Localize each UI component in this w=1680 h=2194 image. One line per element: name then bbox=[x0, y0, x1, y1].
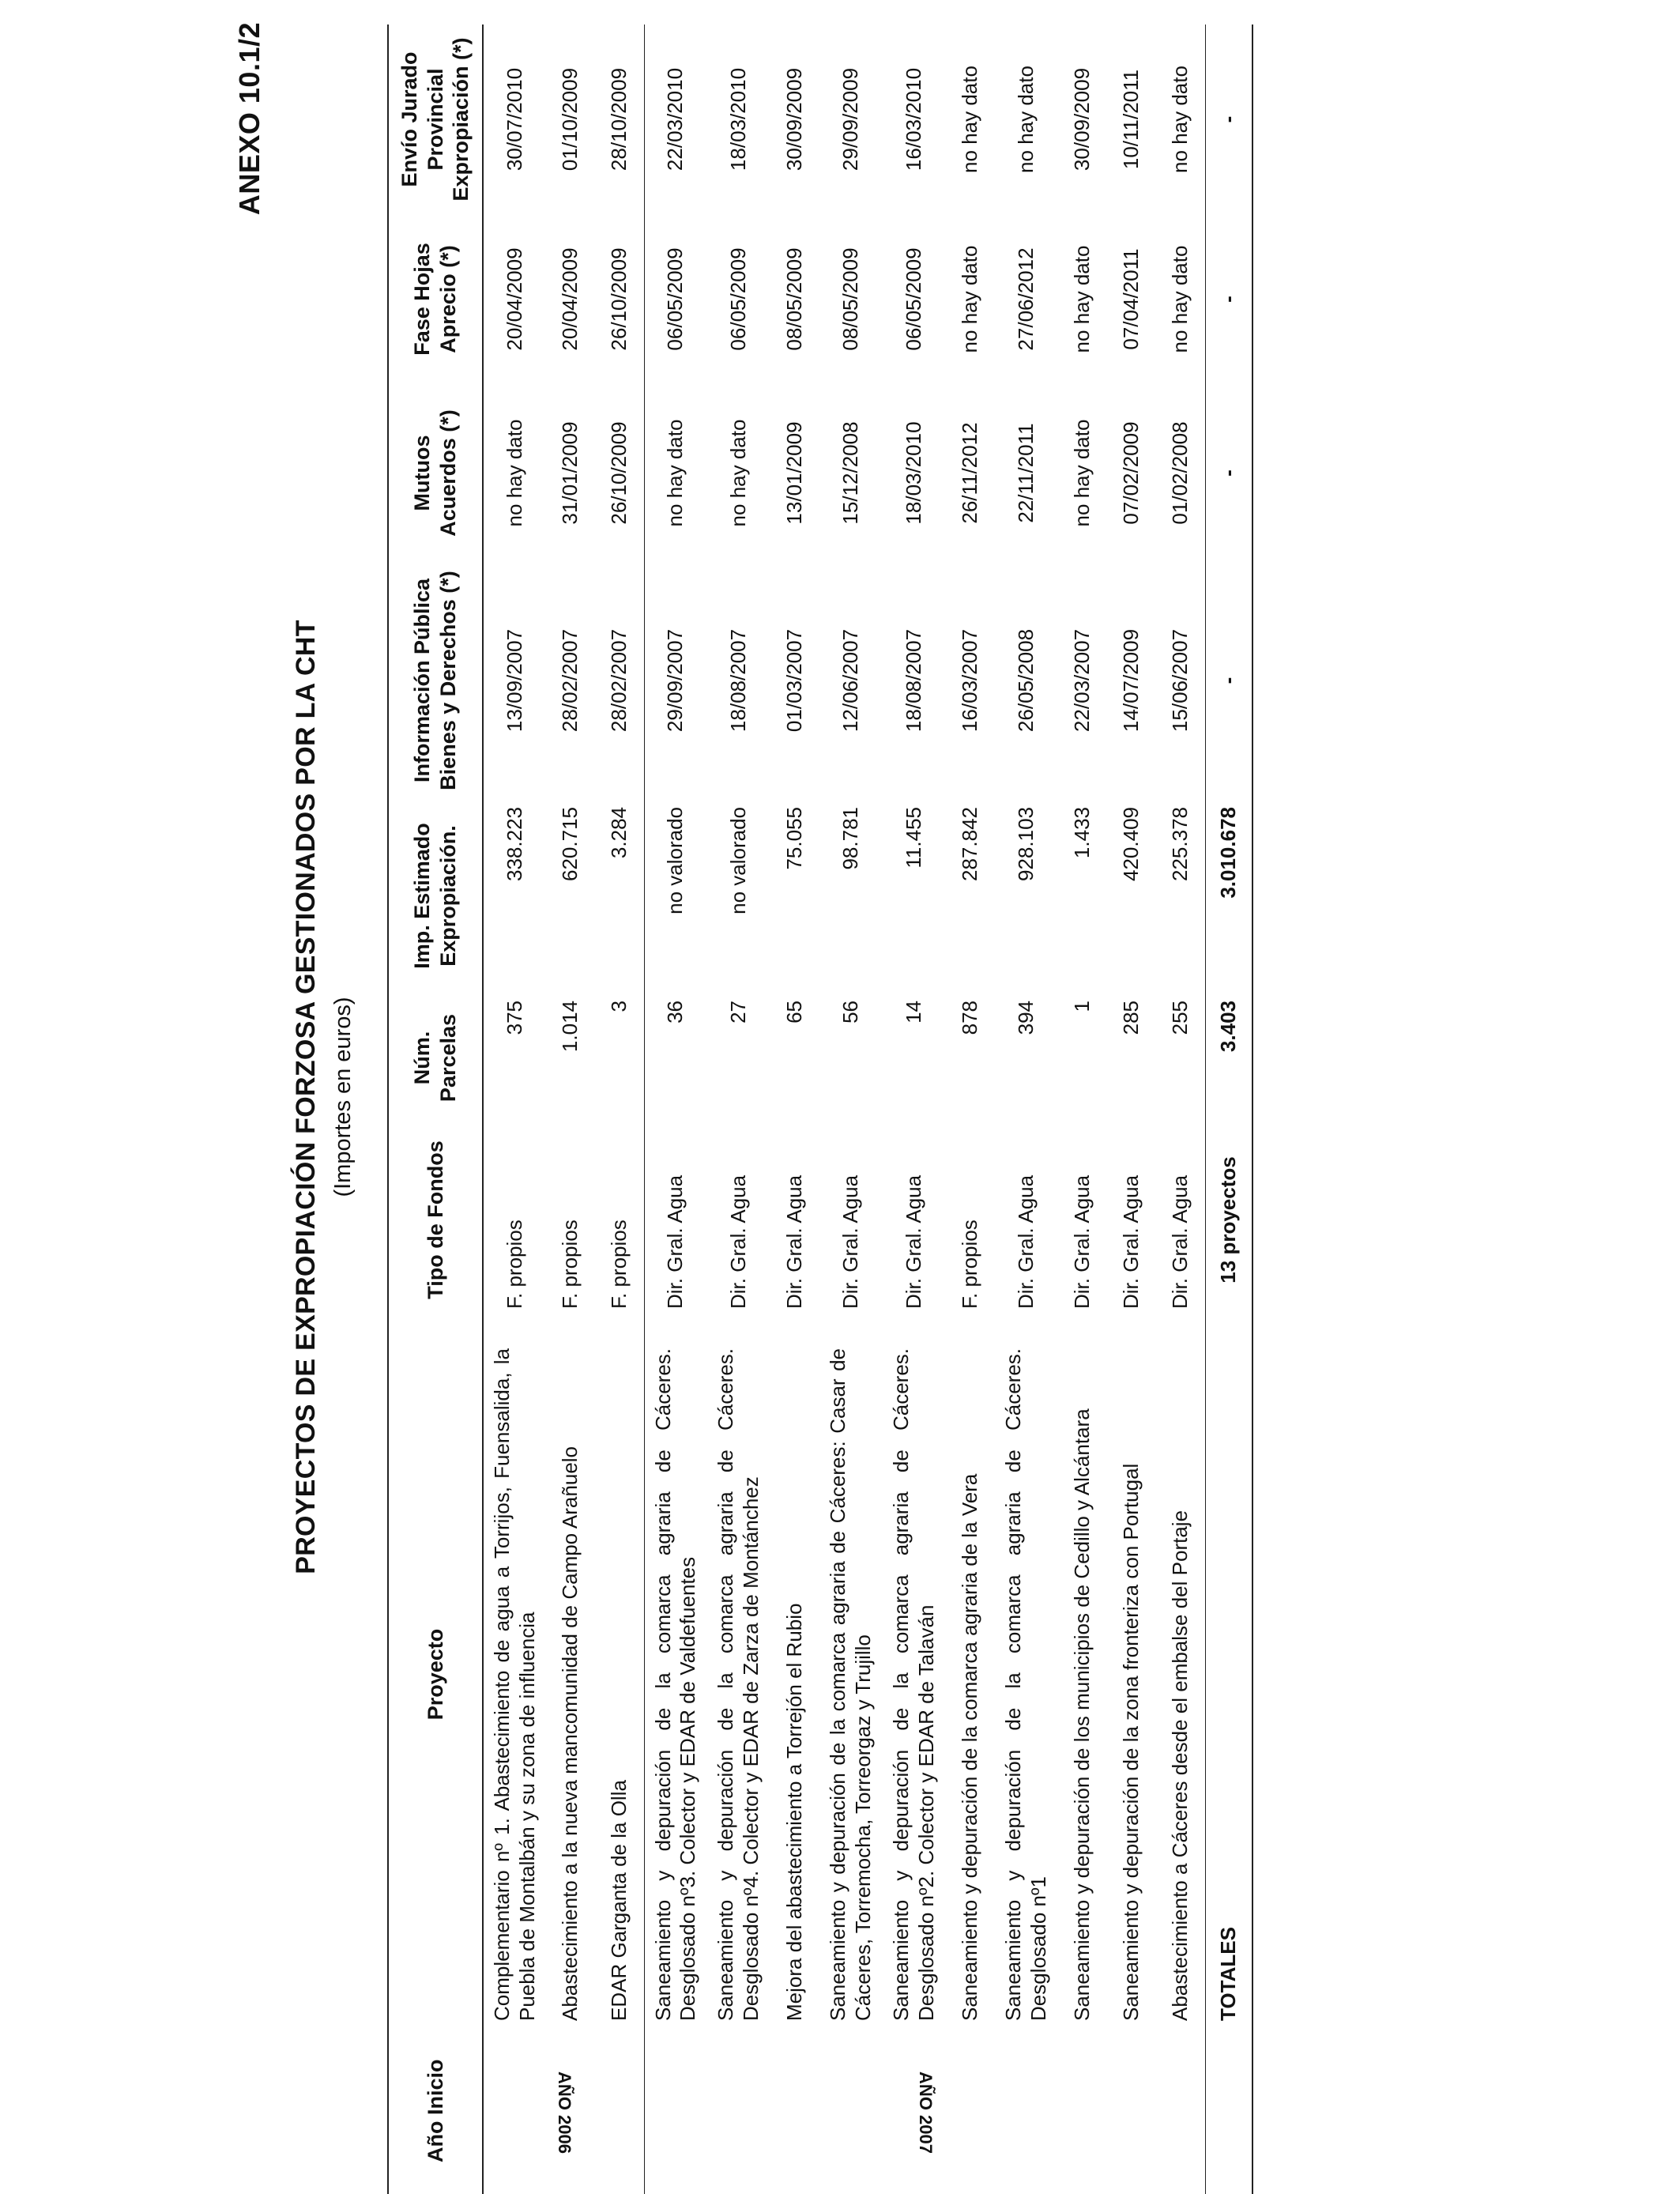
cell-public-info: 18/08/2007 bbox=[902, 628, 926, 733]
header-jury: Envío Jurado Provincial Expropiación (*) bbox=[388, 25, 483, 214]
cell-appraisal: 08/05/2009 bbox=[782, 247, 807, 351]
page-title: PROYECTOS DE EXPROPIACIÓN FORZOSA GESTIONADOS POR LA CHT bbox=[291, 620, 321, 1574]
totals-jury: - bbox=[1205, 25, 1252, 214]
cell-appraisal: 20/04/2009 bbox=[558, 247, 582, 351]
cell-plots: 255 bbox=[1156, 993, 1205, 1123]
cell-amount: no valorado bbox=[726, 807, 751, 914]
cell-funds: F. propios bbox=[502, 1220, 526, 1309]
table-row bbox=[595, 25, 644, 2194]
cell-jury: no hay dato bbox=[958, 66, 982, 173]
cell-amount: 420.409 bbox=[1119, 807, 1143, 881]
cell-amount: 225.378 bbox=[1156, 799, 1205, 993]
cell-appraisal: 06/05/2009 bbox=[726, 247, 751, 351]
cell-plots: 36 bbox=[663, 1001, 687, 1023]
table-row bbox=[707, 25, 770, 2194]
cell-public-info: 14/07/2009 bbox=[1119, 628, 1143, 733]
cell-project: Complementario nº 1. Abastecimiento de agua a Torrijos, Fuensalida, la Puebla de Montalbán y su zona de influencia bbox=[489, 1348, 539, 2021]
table-row bbox=[946, 25, 995, 2194]
cell-public-info: 29/09/2007 bbox=[663, 628, 687, 733]
cell-project: Saneamiento y depuración de la comarca agraria de Cáceres. Desglosado nº1 bbox=[1001, 1348, 1050, 2021]
totals-row bbox=[1205, 25, 1252, 2194]
cell-funds: Dir. Gral. Agua bbox=[1070, 1174, 1094, 1309]
cell-appraisal: 07/04/2011 bbox=[1119, 248, 1143, 350]
table-row bbox=[819, 25, 883, 2194]
cell-agreements: 15/12/2008 bbox=[838, 421, 863, 525]
cell-agreements: no hay dato bbox=[726, 419, 751, 527]
cell-funds: Dir. Gral. Agua bbox=[663, 1174, 687, 1309]
cell-agreements: no hay dato bbox=[663, 419, 687, 527]
cell-plots: 1 bbox=[1070, 1001, 1094, 1012]
cell-project: Saneamiento y depuración de la comarca agraria de Cáceres. Desglosado nº4. Colector y EDAR de Zarza de Montánchez bbox=[714, 1348, 763, 2021]
cell-jury: no hay dato bbox=[1156, 25, 1205, 214]
cell-funds: Dir. Gral. Agua bbox=[1014, 1174, 1038, 1309]
table-row bbox=[546, 25, 595, 2194]
cell-funds: Dir. Gral. Agua bbox=[1156, 1123, 1205, 1317]
cell-agreements: 26/11/2012 bbox=[958, 422, 982, 524]
cell-project: Saneamiento y depuración de los municipios de Cedillo y Alcántara bbox=[1070, 1408, 1094, 2021]
totals-public-info: - bbox=[1205, 562, 1252, 799]
cell-public-info: 28/02/2007 bbox=[558, 628, 582, 733]
cell-public-info: 15/06/2007 bbox=[1156, 562, 1205, 799]
cell-agreements: 22/11/2011 bbox=[1014, 423, 1038, 523]
header-public-info: Información Pública Bienes y Derechos (*) bbox=[388, 562, 483, 799]
cell-jury: no hay dato bbox=[1014, 66, 1038, 173]
cell-jury: 30/07/2010 bbox=[502, 67, 526, 172]
cell-jury: 10/11/2011 bbox=[1119, 69, 1143, 170]
cell-plots: 27 bbox=[726, 1001, 751, 1023]
cell-agreements: 01/02/2008 bbox=[1156, 384, 1205, 562]
cell-appraisal: 08/05/2009 bbox=[838, 247, 863, 351]
year-group-2007: AÑO 2007 bbox=[644, 2032, 1205, 2194]
cell-agreements: no hay dato bbox=[1070, 419, 1094, 527]
cell-amount: 11.455 bbox=[902, 807, 926, 869]
header-amount: Imp. Estimado Expropiación. bbox=[388, 799, 483, 993]
cell-agreements: no hay dato bbox=[502, 419, 526, 527]
cell-jury: 29/09/2009 bbox=[838, 67, 863, 172]
cell-public-info: 26/05/2008 bbox=[1014, 628, 1038, 733]
totals-amount: 3.010.678 bbox=[1205, 799, 1252, 993]
cell-appraisal: 27/06/2012 bbox=[1014, 247, 1038, 351]
table-row bbox=[883, 25, 946, 2194]
cell-public-info: 16/03/2007 bbox=[958, 628, 982, 733]
cell-project: Abastecimiento a la nueva mancomunidad de Campo Arañuelo bbox=[558, 1446, 582, 2021]
cell-funds: F. propios bbox=[595, 1123, 644, 1317]
cell-appraisal: no hay dato bbox=[1070, 245, 1094, 353]
header-funds: Tipo de Fondos bbox=[388, 1123, 483, 1317]
cell-public-info: 12/06/2007 bbox=[838, 628, 863, 733]
cell-amount: 3.284 bbox=[595, 799, 644, 993]
cell-project: Saneamiento y depuración de la comarca agraria de Cáceres: Casar de Cáceres, Torremocha, Torreorgaz y Trujillo bbox=[826, 1348, 875, 2021]
cell-agreements: 13/01/2009 bbox=[782, 421, 807, 525]
cell-plots: 65 bbox=[782, 1001, 807, 1023]
header-project: Proyecto bbox=[388, 1317, 483, 2032]
page-subtitle: (Importes en euros) bbox=[330, 997, 356, 1197]
table-row bbox=[770, 25, 819, 2194]
table-row bbox=[1058, 25, 1107, 2194]
cell-public-info: 22/03/2007 bbox=[1070, 628, 1094, 733]
cell-agreements: 31/01/2009 bbox=[558, 421, 582, 525]
cell-project: Saneamiento y depuración de la comarca agraria de Cáceres. Desglosado nº2. Colector y EDAR de Talaván bbox=[889, 1348, 938, 2021]
cell-jury: 22/03/2010 bbox=[663, 67, 687, 172]
cell-appraisal: no hay dato bbox=[958, 245, 982, 353]
cell-amount: 287.842 bbox=[958, 807, 982, 881]
header-row bbox=[388, 25, 483, 2194]
cell-amount: no valorado bbox=[663, 807, 687, 914]
cell-project: Abastecimiento a Cáceres desde el embalse del Portaje bbox=[1156, 1317, 1205, 2032]
totals-plots: 3.403 bbox=[1205, 993, 1252, 1123]
cell-jury: 01/10/2009 bbox=[558, 67, 582, 172]
cell-public-info: 01/03/2007 bbox=[782, 628, 807, 733]
header-appraisal: Fase Hojas Aprecio (*) bbox=[388, 214, 483, 384]
header-plots: Núm. Parcelas bbox=[388, 993, 483, 1123]
cell-project: Mejora del abastecimiento a Torrejón el Rubio bbox=[782, 1603, 807, 2021]
cell-public-info: 28/02/2007 bbox=[595, 562, 644, 799]
cell-appraisal: 06/05/2009 bbox=[663, 247, 687, 351]
cell-amount: 928.103 bbox=[1014, 807, 1038, 881]
cell-jury: 30/09/2009 bbox=[782, 67, 807, 172]
cell-jury: 16/03/2010 bbox=[902, 67, 926, 172]
cell-project: Saneamiento y depuración de la zona fronteriza con Portugal bbox=[1119, 1463, 1143, 2021]
cell-agreements: 26/10/2009 bbox=[595, 384, 644, 562]
cell-plots: 3 bbox=[595, 993, 644, 1123]
cell-agreements: 18/03/2010 bbox=[902, 421, 926, 525]
cell-project: EDAR Garganta de la Olla bbox=[595, 1317, 644, 2032]
cell-agreements: 07/02/2009 bbox=[1119, 421, 1143, 525]
cell-appraisal: 06/05/2009 bbox=[902, 247, 926, 351]
cell-amount: 1.433 bbox=[1070, 807, 1094, 859]
header-agreements: Mutuos Acuerdos (*) bbox=[388, 384, 483, 562]
cell-project: Saneamiento y depuración de la comarca agraria de la Vera bbox=[958, 1473, 982, 2021]
table-row bbox=[644, 25, 707, 2194]
table-row bbox=[483, 25, 546, 2194]
totals-appraisal: - bbox=[1205, 214, 1252, 384]
cell-appraisal: no hay dato bbox=[1156, 214, 1205, 384]
cell-plots: 1.014 bbox=[558, 1001, 582, 1053]
table-row bbox=[1107, 25, 1156, 2194]
cell-project: Saneamiento y depuración de la comarca agraria de Cáceres. Desglosado nº3. Colector y EDAR de Valdefuentes bbox=[650, 1348, 700, 2021]
cell-funds: F. propios bbox=[958, 1220, 982, 1309]
cell-public-info: 13/09/2007 bbox=[502, 628, 526, 733]
cell-amount: 338.223 bbox=[502, 807, 526, 881]
expropriation-table bbox=[387, 25, 1253, 2194]
cell-amount: 620.715 bbox=[558, 807, 582, 881]
cell-jury: 28/10/2009 bbox=[595, 25, 644, 214]
cell-amount: 98.781 bbox=[838, 807, 863, 870]
cell-jury: 30/09/2009 bbox=[1070, 67, 1094, 172]
cell-plots: 56 bbox=[838, 1001, 863, 1023]
table-row bbox=[995, 25, 1058, 2194]
cell-funds: Dir. Gral. Agua bbox=[838, 1174, 863, 1309]
header-year: Año Inicio bbox=[388, 2032, 483, 2194]
cell-jury: 18/03/2010 bbox=[726, 67, 751, 172]
cell-appraisal: 26/10/2009 bbox=[595, 214, 644, 384]
totals-funds: 13 proyectos bbox=[1205, 1123, 1252, 1317]
cell-funds: Dir. Gral. Agua bbox=[782, 1174, 807, 1309]
cell-plots: 375 bbox=[502, 1001, 526, 1035]
cell-amount: 75.055 bbox=[782, 807, 807, 870]
cell-appraisal: 20/04/2009 bbox=[502, 247, 526, 351]
cell-public-info: 18/08/2007 bbox=[726, 628, 751, 733]
totals-agreements: - bbox=[1205, 384, 1252, 562]
cell-plots: 285 bbox=[1119, 1001, 1143, 1035]
cell-funds: Dir. Gral. Agua bbox=[902, 1174, 926, 1309]
cell-plots: 394 bbox=[1014, 1001, 1038, 1035]
year-group-2006: AÑO 2006 bbox=[483, 2032, 644, 2194]
totals-label: TOTALES bbox=[1205, 1317, 1252, 2032]
cell-plots: 878 bbox=[958, 1001, 982, 1035]
cell-plots: 14 bbox=[902, 1001, 926, 1023]
totals-spacer bbox=[1205, 2032, 1252, 2194]
cell-funds: Dir. Gral. Agua bbox=[1119, 1174, 1143, 1309]
annex-label: ANEXO 10.1/2 bbox=[233, 22, 266, 216]
table-row bbox=[1156, 25, 1205, 2194]
cell-funds: Dir. Gral. Agua bbox=[726, 1174, 751, 1309]
cell-funds: F. propios bbox=[558, 1220, 582, 1309]
